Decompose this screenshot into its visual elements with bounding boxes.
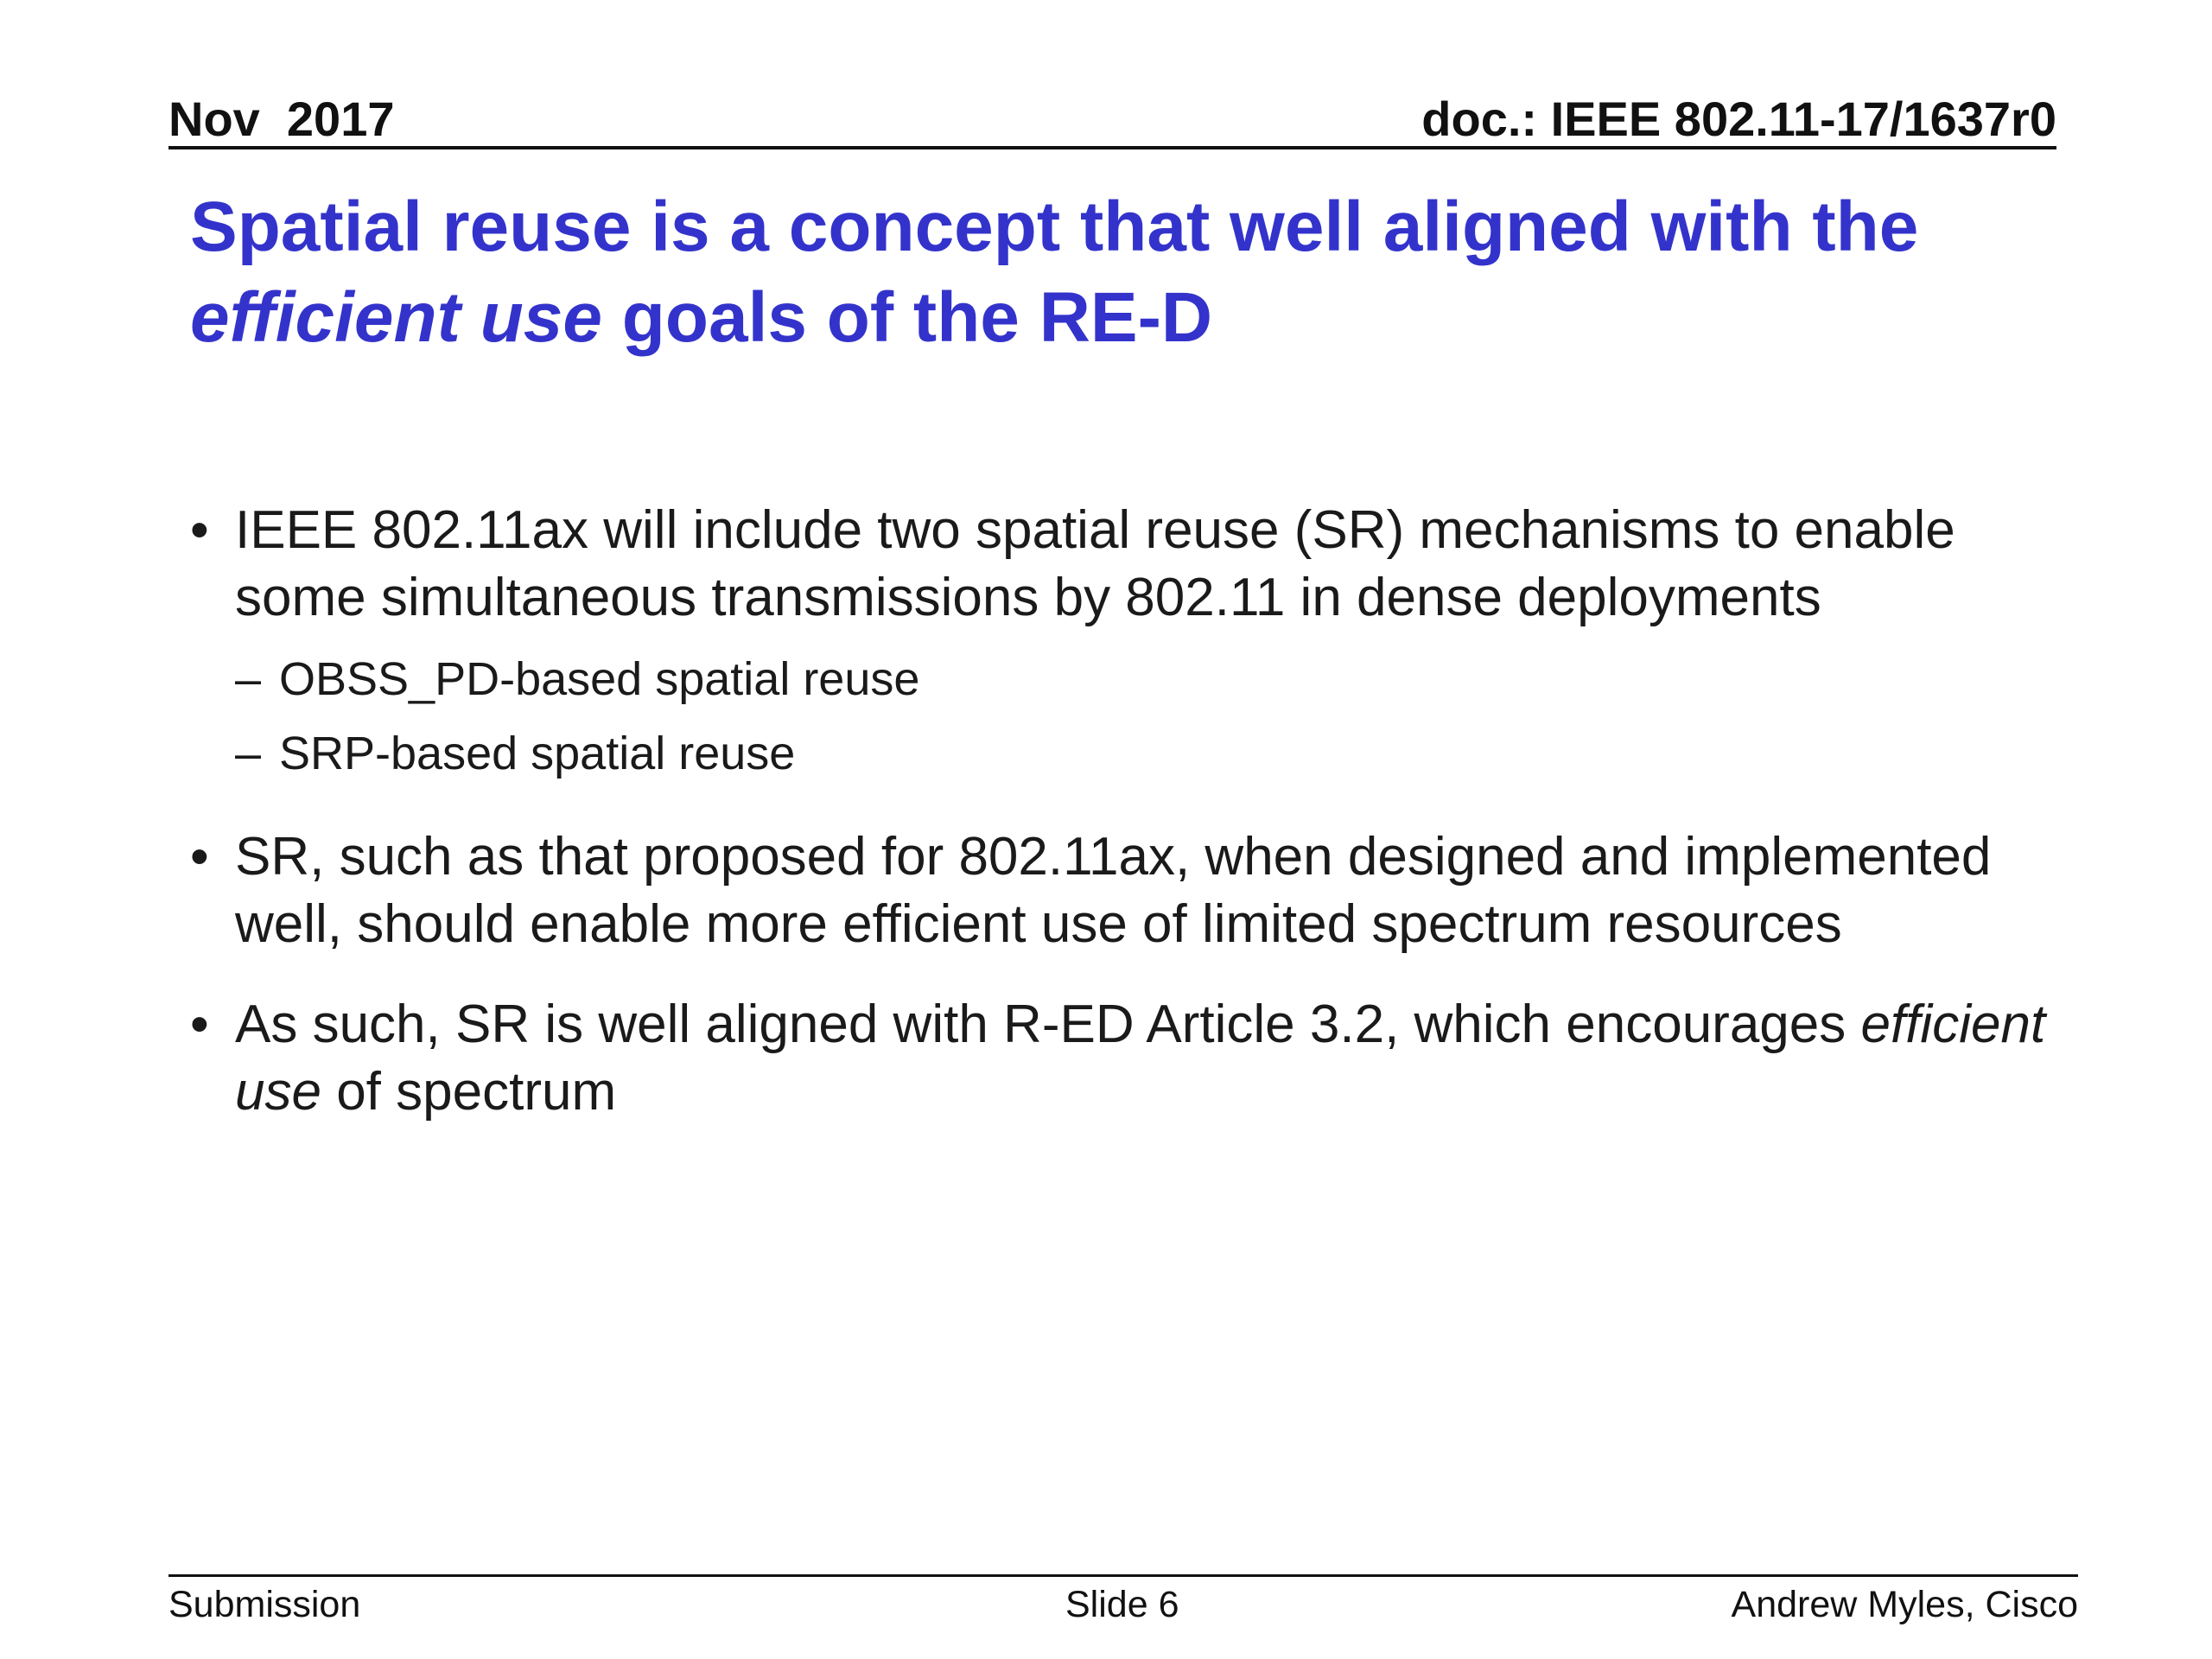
slide-content [190, 497, 2048, 1126]
footer-submission: Submission [168, 1584, 361, 1625]
bullet-text-before: As such, SR is well aligned with R-ED Article 3.2, which encourages [235, 995, 1861, 1054]
title-emphasis: efficient use [190, 278, 602, 357]
title-line-2-rest: goals of the RE-D [602, 278, 1213, 357]
bullet-item [190, 991, 2048, 1126]
bullet-text-emphasis: efficient use [235, 995, 2046, 1122]
bullet-text: IEEE 802.11ax will include two spatial reuse (SR) mechanisms to enable some simultaneous transmissions by 802.11 in dense deployments [235, 500, 1955, 627]
sub-item [190, 716, 2048, 791]
sub-item-text: OBSS_PD-based spatial reuse [279, 653, 920, 705]
slide-title [190, 181, 2091, 363]
footer-divider [168, 1574, 2078, 1577]
document-id: doc.: IEEE 802.11-17/1637r0 [1421, 92, 2056, 146]
bullet-text: SR, such as that proposed for 802.11ax, when designed and implemented well, should enable more efficient use of limited spectrum resources [235, 827, 1992, 954]
sub-marker: – [235, 653, 262, 705]
sub-item [190, 642, 2048, 716]
footer-author: Andrew Myles, Cisco [1731, 1584, 2078, 1625]
bullet-item [190, 497, 2048, 632]
bullet-marker: • [190, 995, 209, 1054]
bullet-item [190, 823, 2048, 958]
bullet-text-after: of spectrum [321, 1062, 617, 1122]
bullet-marker: • [190, 827, 209, 887]
header-date: Nov 2017 [168, 92, 395, 146]
bullet-marker: • [190, 500, 209, 560]
sub-item-text: SRP-based spatial reuse [279, 728, 796, 779]
header-divider [168, 146, 2056, 149]
slide-number: Slide 6 [1065, 1584, 1179, 1625]
sub-list [190, 642, 2048, 791]
title-line-1: Spatial reuse is a concept that well aligned with the [190, 188, 1919, 266]
sub-marker: – [235, 728, 262, 779]
